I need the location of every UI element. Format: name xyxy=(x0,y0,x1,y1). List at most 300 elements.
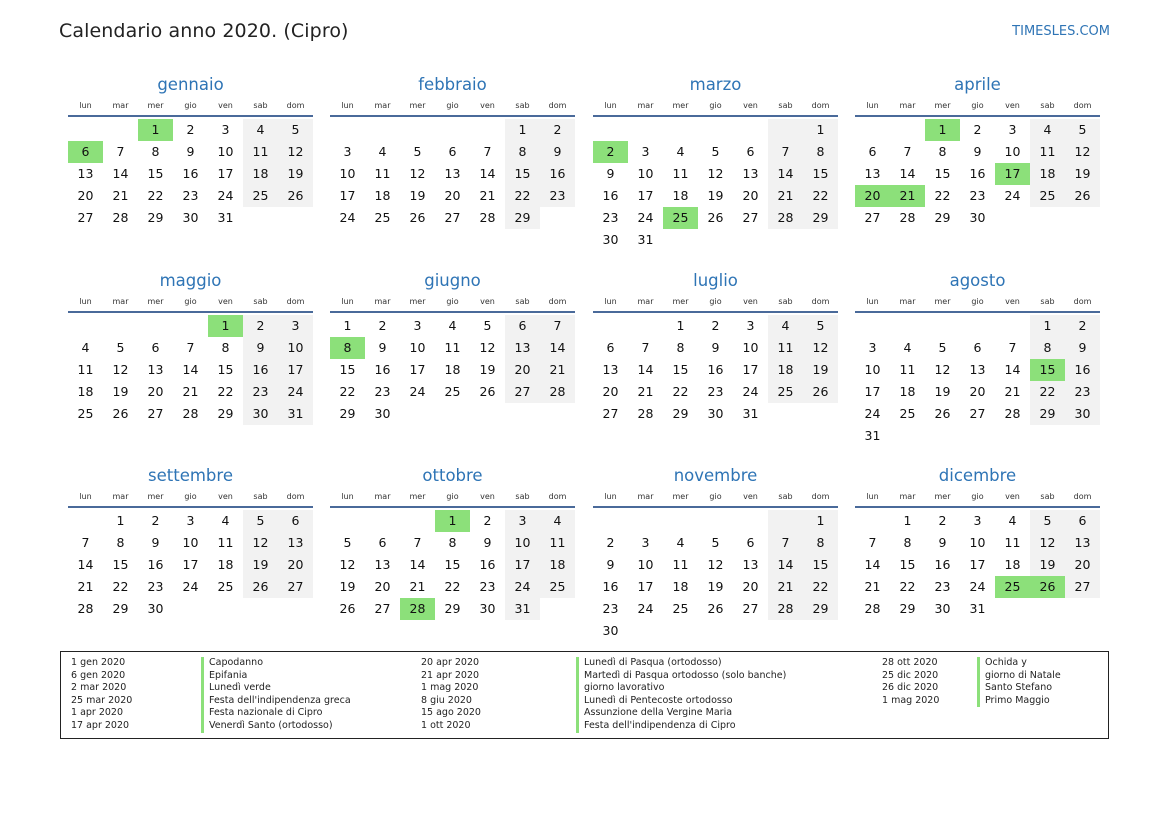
day-cell[interactable]: 14 xyxy=(540,337,575,359)
day-cell[interactable]: 27 xyxy=(505,381,540,403)
day-cell[interactable]: 5 xyxy=(711,535,720,550)
day-cell[interactable]: 20 xyxy=(602,384,619,399)
day-cell[interactable]: 10 xyxy=(637,166,654,181)
day-cell[interactable]: 31 xyxy=(637,232,654,247)
day-cell[interactable]: 3 xyxy=(278,315,313,337)
day-cell[interactable]: 16 xyxy=(479,557,496,572)
day-cell[interactable]: 21 xyxy=(864,579,881,594)
day-cell[interactable]: 21 xyxy=(182,384,199,399)
day-cell[interactable]: 9 xyxy=(483,535,492,550)
day-cell[interactable]: 19 xyxy=(934,384,951,399)
day-cell[interactable]: 16 xyxy=(934,557,951,572)
day-cell[interactable]: 18 xyxy=(672,579,689,594)
day-cell[interactable]: 30 xyxy=(602,623,619,638)
day-cell[interactable]: 1 xyxy=(903,513,912,528)
day-cell[interactable]: 3 xyxy=(505,510,540,532)
day-cell[interactable]: 11 xyxy=(374,166,391,181)
day-cell[interactable]: 20 xyxy=(1065,554,1100,576)
day-cell[interactable]: 27 xyxy=(969,406,986,421)
day-cell[interactable]: 1 xyxy=(343,318,352,333)
day-cell[interactable]: 15 xyxy=(112,557,129,572)
day-cell[interactable]: 26 xyxy=(479,384,496,399)
day-cell[interactable]: 24 xyxy=(278,381,313,403)
day-cell[interactable]: 16 xyxy=(969,166,986,181)
day-cell[interactable]: 30 xyxy=(243,403,278,425)
day-cell[interactable]: 22 xyxy=(934,188,951,203)
day-cell[interactable]: 14 xyxy=(479,166,496,181)
day-cell[interactable]: 14 xyxy=(409,557,426,572)
day-cell[interactable]: 12 xyxy=(409,166,426,181)
day-cell[interactable]: 1 xyxy=(676,318,685,333)
day-cell[interactable]: 19 xyxy=(1030,554,1065,576)
day-cell[interactable]: 28 xyxy=(77,601,94,616)
day-cell[interactable]: 23 xyxy=(602,210,619,225)
day-cell[interactable]: 22 xyxy=(339,384,356,399)
day-cell[interactable]: 18 xyxy=(217,557,234,572)
day-cell[interactable]: 1 xyxy=(1030,315,1065,337)
day-cell[interactable]: 19 xyxy=(803,359,838,381)
day-cell[interactable]: 14 xyxy=(864,557,881,572)
day-cell[interactable]: 29 xyxy=(899,601,916,616)
day-cell[interactable]: 30 xyxy=(147,601,164,616)
day-cell[interactable]: 12 xyxy=(707,557,724,572)
day-cell[interactable]: 18 xyxy=(243,163,278,185)
day-cell[interactable]: 9 xyxy=(378,340,387,355)
day-cell[interactable]: 4 xyxy=(243,119,278,141)
day-cell[interactable]: 8 xyxy=(1030,337,1065,359)
day-cell[interactable]: 11 xyxy=(444,340,461,355)
day-cell[interactable]: 3 xyxy=(221,122,230,137)
day-cell[interactable]: 9 xyxy=(606,557,615,572)
day-cell[interactable]: 3 xyxy=(973,513,982,528)
day-cell[interactable]: 17 xyxy=(217,166,234,181)
day-cell[interactable]: 3 xyxy=(868,340,877,355)
day-cell[interactable]: 7 xyxy=(868,535,877,550)
day-cell[interactable]: 29 xyxy=(803,207,838,229)
day-cell[interactable]: 28 xyxy=(899,210,916,225)
day-cell[interactable]: 26 xyxy=(707,601,724,616)
day-cell[interactable]: 4 xyxy=(221,513,230,528)
day-cell[interactable]: 5 xyxy=(1065,119,1100,141)
day-cell[interactable]: 12 xyxy=(339,557,356,572)
day-cell[interactable]: 14 xyxy=(182,362,199,377)
day-cell[interactable]: 29 xyxy=(934,210,951,225)
day-cell[interactable]: 4 xyxy=(1030,119,1065,141)
day-cell[interactable]: 10 xyxy=(864,362,881,377)
day-cell[interactable]: 29 xyxy=(217,406,234,421)
day-cell[interactable]: 14 xyxy=(112,166,129,181)
day-cell[interactable]: 20 xyxy=(742,188,759,203)
day-cell[interactable]: 9 xyxy=(938,535,947,550)
day-cell[interactable]: 31 xyxy=(505,598,540,620)
day-cell[interactable]: 7 xyxy=(483,144,492,159)
day-cell[interactable]: 19 xyxy=(112,384,129,399)
day-cell[interactable]: 9 xyxy=(186,144,195,159)
day-cell[interactable]: 30 xyxy=(182,210,199,225)
day-cell[interactable]: 23 xyxy=(182,188,199,203)
day-cell[interactable]: 13 xyxy=(374,557,391,572)
day-cell[interactable]: 8 xyxy=(803,532,838,554)
day-cell[interactable]: 15 xyxy=(217,362,234,377)
day-cell[interactable]: 19 xyxy=(278,163,313,185)
day-cell[interactable]: 30 xyxy=(1065,403,1100,425)
day-cell[interactable]: 20 xyxy=(147,384,164,399)
day-cell[interactable]: 10 xyxy=(742,340,759,355)
day-cell[interactable]: 30 xyxy=(479,601,496,616)
day-cell[interactable]: 15 xyxy=(899,557,916,572)
day-cell[interactable]: 27 xyxy=(742,601,759,616)
day-cell[interactable]: 13 xyxy=(742,166,759,181)
day-cell[interactable]: 16 xyxy=(374,362,391,377)
day-cell[interactable]: 8 xyxy=(676,340,685,355)
day-cell[interactable]: 23 xyxy=(1065,381,1100,403)
day-cell[interactable]: 11 xyxy=(899,362,916,377)
day-cell[interactable]: 13 xyxy=(602,362,619,377)
day-cell[interactable]: 10 xyxy=(1004,144,1021,159)
holiday-day-cell[interactable]: 20 xyxy=(855,185,890,207)
day-cell[interactable]: 11 xyxy=(672,557,689,572)
day-cell[interactable]: 23 xyxy=(147,579,164,594)
day-cell[interactable]: 23 xyxy=(969,188,986,203)
day-cell[interactable]: 5 xyxy=(343,535,352,550)
day-cell[interactable]: 4 xyxy=(448,318,457,333)
day-cell[interactable]: 26 xyxy=(112,406,129,421)
day-cell[interactable]: 28 xyxy=(479,210,496,225)
day-cell[interactable]: 19 xyxy=(707,579,724,594)
day-cell[interactable]: 7 xyxy=(768,532,803,554)
day-cell[interactable]: 16 xyxy=(540,163,575,185)
day-cell[interactable]: 6 xyxy=(973,340,982,355)
day-cell[interactable]: 27 xyxy=(77,210,94,225)
day-cell[interactable]: 25 xyxy=(540,576,575,598)
day-cell[interactable]: 20 xyxy=(969,384,986,399)
day-cell[interactable]: 4 xyxy=(768,315,803,337)
day-cell[interactable]: 14 xyxy=(637,362,654,377)
day-cell[interactable]: 7 xyxy=(641,340,650,355)
day-cell[interactable]: 12 xyxy=(803,337,838,359)
day-cell[interactable]: 3 xyxy=(413,318,422,333)
day-cell[interactable]: 29 xyxy=(803,598,838,620)
day-cell[interactable]: 2 xyxy=(151,513,160,528)
day-cell[interactable]: 6 xyxy=(1065,510,1100,532)
day-cell[interactable]: 10 xyxy=(969,535,986,550)
day-cell[interactable]: 12 xyxy=(707,166,724,181)
day-cell[interactable]: 18 xyxy=(768,359,803,381)
day-cell[interactable]: 14 xyxy=(899,166,916,181)
day-cell[interactable]: 28 xyxy=(112,210,129,225)
day-cell[interactable]: 31 xyxy=(278,403,313,425)
day-cell[interactable]: 23 xyxy=(540,185,575,207)
day-cell[interactable]: 30 xyxy=(969,210,986,225)
day-cell[interactable]: 13 xyxy=(969,362,986,377)
day-cell[interactable]: 17 xyxy=(864,384,881,399)
day-cell[interactable]: 23 xyxy=(934,579,951,594)
day-cell[interactable]: 7 xyxy=(413,535,422,550)
day-cell[interactable]: 22 xyxy=(803,185,838,207)
day-cell[interactable]: 24 xyxy=(182,579,199,594)
day-cell[interactable]: 15 xyxy=(672,362,689,377)
day-cell[interactable]: 1 xyxy=(803,119,838,141)
day-cell[interactable]: 24 xyxy=(864,406,881,421)
day-cell[interactable]: 16 xyxy=(602,188,619,203)
day-cell[interactable]: 12 xyxy=(1030,532,1065,554)
day-cell[interactable]: 25 xyxy=(1030,185,1065,207)
day-cell[interactable]: 9 xyxy=(606,166,615,181)
day-cell[interactable]: 30 xyxy=(374,406,391,421)
day-cell[interactable]: 22 xyxy=(899,579,916,594)
day-cell[interactable]: 15 xyxy=(147,166,164,181)
day-cell[interactable]: 10 xyxy=(217,144,234,159)
day-cell[interactable]: 25 xyxy=(77,406,94,421)
day-cell[interactable]: 3 xyxy=(641,144,650,159)
day-cell[interactable]: 23 xyxy=(707,384,724,399)
day-cell[interactable]: 26 xyxy=(803,381,838,403)
day-cell[interactable]: 21 xyxy=(479,188,496,203)
day-cell[interactable]: 25 xyxy=(768,381,803,403)
day-cell[interactable]: 21 xyxy=(768,576,803,598)
day-cell[interactable]: 29 xyxy=(505,207,540,229)
day-cell[interactable]: 7 xyxy=(81,535,90,550)
day-cell[interactable]: 6 xyxy=(505,315,540,337)
day-cell[interactable]: 12 xyxy=(934,362,951,377)
day-cell[interactable]: 14 xyxy=(768,163,803,185)
day-cell[interactable]: 3 xyxy=(746,318,755,333)
day-cell[interactable]: 25 xyxy=(444,384,461,399)
holiday-day-cell[interactable]: 25 xyxy=(995,576,1030,598)
day-cell[interactable]: 17 xyxy=(182,557,199,572)
day-cell[interactable]: 10 xyxy=(339,166,356,181)
day-cell[interactable]: 15 xyxy=(803,163,838,185)
day-cell[interactable]: 13 xyxy=(77,166,94,181)
day-cell[interactable]: 13 xyxy=(505,337,540,359)
day-cell[interactable]: 8 xyxy=(903,535,912,550)
day-cell[interactable]: 8 xyxy=(116,535,125,550)
day-cell[interactable]: 3 xyxy=(186,513,195,528)
holiday-day-cell[interactable]: 1 xyxy=(435,510,470,532)
day-cell[interactable]: 16 xyxy=(707,362,724,377)
day-cell[interactable]: 6 xyxy=(606,340,615,355)
day-cell[interactable]: 11 xyxy=(243,141,278,163)
day-cell[interactable]: 27 xyxy=(278,576,313,598)
day-cell[interactable]: 9 xyxy=(243,337,278,359)
day-cell[interactable]: 8 xyxy=(938,144,947,159)
day-cell[interactable]: 3 xyxy=(1008,122,1017,137)
day-cell[interactable]: 24 xyxy=(969,579,986,594)
day-cell[interactable]: 26 xyxy=(243,576,278,598)
day-cell[interactable]: 21 xyxy=(637,384,654,399)
day-cell[interactable]: 29 xyxy=(672,406,689,421)
day-cell[interactable]: 5 xyxy=(938,340,947,355)
day-cell[interactable]: 2 xyxy=(378,318,387,333)
day-cell[interactable]: 12 xyxy=(112,362,129,377)
holiday-day-cell[interactable]: 1 xyxy=(138,119,173,141)
day-cell[interactable]: 24 xyxy=(409,384,426,399)
day-cell[interactable]: 26 xyxy=(934,406,951,421)
day-cell[interactable]: 11 xyxy=(672,166,689,181)
day-cell[interactable]: 26 xyxy=(707,210,724,225)
day-cell[interactable]: 10 xyxy=(182,535,199,550)
day-cell[interactable]: 29 xyxy=(339,406,356,421)
day-cell[interactable]: 8 xyxy=(803,141,838,163)
day-cell[interactable]: 17 xyxy=(969,557,986,572)
day-cell[interactable]: 2 xyxy=(1065,315,1100,337)
day-cell[interactable]: 15 xyxy=(505,163,540,185)
day-cell[interactable]: 11 xyxy=(217,535,234,550)
day-cell[interactable]: 20 xyxy=(742,579,759,594)
day-cell[interactable]: 2 xyxy=(540,119,575,141)
holiday-day-cell[interactable]: 15 xyxy=(1030,359,1065,381)
day-cell[interactable]: 4 xyxy=(676,144,685,159)
day-cell[interactable]: 7 xyxy=(540,315,575,337)
day-cell[interactable]: 15 xyxy=(934,166,951,181)
day-cell[interactable]: 21 xyxy=(112,188,129,203)
day-cell[interactable]: 23 xyxy=(243,381,278,403)
day-cell[interactable]: 4 xyxy=(903,340,912,355)
day-cell[interactable]: 15 xyxy=(803,554,838,576)
day-cell[interactable]: 19 xyxy=(707,188,724,203)
day-cell[interactable]: 5 xyxy=(116,340,125,355)
holiday-day-cell[interactable]: 1 xyxy=(925,119,960,141)
holiday-day-cell[interactable]: 1 xyxy=(208,315,243,337)
day-cell[interactable]: 25 xyxy=(899,406,916,421)
day-cell[interactable]: 21 xyxy=(768,185,803,207)
day-cell[interactable]: 24 xyxy=(742,384,759,399)
day-cell[interactable]: 20 xyxy=(444,188,461,203)
day-cell[interactable]: 17 xyxy=(637,579,654,594)
day-cell[interactable]: 13 xyxy=(742,557,759,572)
day-cell[interactable]: 24 xyxy=(217,188,234,203)
day-cell[interactable]: 7 xyxy=(116,144,125,159)
day-cell[interactable]: 11 xyxy=(1004,535,1021,550)
holiday-day-cell[interactable]: 2 xyxy=(593,141,628,163)
day-cell[interactable]: 25 xyxy=(374,210,391,225)
day-cell[interactable]: 17 xyxy=(278,359,313,381)
brand-link[interactable]: TIMESLES.COM xyxy=(1012,24,1110,39)
day-cell[interactable]: 18 xyxy=(444,362,461,377)
day-cell[interactable]: 24 xyxy=(339,210,356,225)
day-cell[interactable]: 2 xyxy=(711,318,720,333)
day-cell[interactable]: 27 xyxy=(374,601,391,616)
day-cell[interactable]: 13 xyxy=(278,532,313,554)
day-cell[interactable]: 9 xyxy=(973,144,982,159)
holiday-day-cell[interactable]: 6 xyxy=(68,141,103,163)
day-cell[interactable]: 21 xyxy=(77,579,94,594)
day-cell[interactable]: 5 xyxy=(711,144,720,159)
day-cell[interactable]: 2 xyxy=(243,315,278,337)
day-cell[interactable]: 22 xyxy=(1030,381,1065,403)
day-cell[interactable]: 27 xyxy=(444,210,461,225)
day-cell[interactable]: 3 xyxy=(641,535,650,550)
day-cell[interactable]: 21 xyxy=(540,359,575,381)
day-cell[interactable]: 17 xyxy=(637,188,654,203)
day-cell[interactable]: 12 xyxy=(479,340,496,355)
day-cell[interactable]: 26 xyxy=(1065,185,1100,207)
day-cell[interactable]: 18 xyxy=(672,188,689,203)
day-cell[interactable]: 24 xyxy=(1004,188,1021,203)
day-cell[interactable]: 25 xyxy=(243,185,278,207)
day-cell[interactable]: 28 xyxy=(540,381,575,403)
day-cell[interactable]: 28 xyxy=(768,207,803,229)
day-cell[interactable]: 7 xyxy=(1008,340,1017,355)
day-cell[interactable]: 7 xyxy=(186,340,195,355)
day-cell[interactable]: 9 xyxy=(711,340,720,355)
day-cell[interactable]: 27 xyxy=(147,406,164,421)
day-cell[interactable]: 11 xyxy=(540,532,575,554)
day-cell[interactable]: 27 xyxy=(1065,576,1100,598)
day-cell[interactable]: 9 xyxy=(151,535,160,550)
day-cell[interactable]: 2 xyxy=(938,513,947,528)
day-cell[interactable]: 31 xyxy=(864,428,881,443)
day-cell[interactable]: 6 xyxy=(868,144,877,159)
day-cell[interactable]: 8 xyxy=(448,535,457,550)
day-cell[interactable]: 5 xyxy=(483,318,492,333)
day-cell[interactable]: 23 xyxy=(479,579,496,594)
day-cell[interactable]: 2 xyxy=(606,535,615,550)
day-cell[interactable]: 6 xyxy=(151,340,160,355)
holiday-day-cell[interactable]: 21 xyxy=(890,185,925,207)
day-cell[interactable]: 22 xyxy=(672,384,689,399)
day-cell[interactable]: 18 xyxy=(540,554,575,576)
day-cell[interactable]: 19 xyxy=(1065,163,1100,185)
day-cell[interactable]: 26 xyxy=(409,210,426,225)
day-cell[interactable]: 25 xyxy=(217,579,234,594)
day-cell[interactable]: 30 xyxy=(602,232,619,247)
day-cell[interactable]: 4 xyxy=(81,340,90,355)
day-cell[interactable]: 24 xyxy=(505,576,540,598)
day-cell[interactable]: 4 xyxy=(540,510,575,532)
day-cell[interactable]: 4 xyxy=(378,144,387,159)
holiday-day-cell[interactable]: 8 xyxy=(330,337,365,359)
day-cell[interactable]: 13 xyxy=(1065,532,1100,554)
day-cell[interactable]: 10 xyxy=(505,532,540,554)
day-cell[interactable]: 4 xyxy=(1008,513,1017,528)
day-cell[interactable]: 14 xyxy=(77,557,94,572)
day-cell[interactable]: 29 xyxy=(112,601,129,616)
day-cell[interactable]: 30 xyxy=(707,406,724,421)
day-cell[interactable]: 12 xyxy=(1065,141,1100,163)
day-cell[interactable]: 13 xyxy=(147,362,164,377)
day-cell[interactable]: 2 xyxy=(483,513,492,528)
day-cell[interactable]: 20 xyxy=(77,188,94,203)
day-cell[interactable]: 5 xyxy=(278,119,313,141)
day-cell[interactable]: 6 xyxy=(448,144,457,159)
day-cell[interactable]: 19 xyxy=(243,554,278,576)
day-cell[interactable]: 10 xyxy=(637,557,654,572)
day-cell[interactable]: 18 xyxy=(374,188,391,203)
day-cell[interactable]: 5 xyxy=(243,510,278,532)
day-cell[interactable]: 31 xyxy=(217,210,234,225)
day-cell[interactable]: 29 xyxy=(147,210,164,225)
day-cell[interactable]: 22 xyxy=(147,188,164,203)
day-cell[interactable]: 19 xyxy=(479,362,496,377)
day-cell[interactable]: 8 xyxy=(505,141,540,163)
day-cell[interactable]: 9 xyxy=(540,141,575,163)
day-cell[interactable]: 15 xyxy=(339,362,356,377)
day-cell[interactable]: 5 xyxy=(413,144,422,159)
day-cell[interactable]: 28 xyxy=(864,601,881,616)
day-cell[interactable]: 16 xyxy=(1065,359,1100,381)
day-cell[interactable]: 28 xyxy=(637,406,654,421)
day-cell[interactable]: 14 xyxy=(1004,362,1021,377)
day-cell[interactable]: 29 xyxy=(444,601,461,616)
day-cell[interactable]: 17 xyxy=(742,362,759,377)
day-cell[interactable]: 21 xyxy=(1004,384,1021,399)
day-cell[interactable]: 21 xyxy=(409,579,426,594)
day-cell[interactable]: 12 xyxy=(243,532,278,554)
day-cell[interactable]: 31 xyxy=(742,406,759,421)
day-cell[interactable]: 28 xyxy=(182,406,199,421)
day-cell[interactable]: 11 xyxy=(768,337,803,359)
